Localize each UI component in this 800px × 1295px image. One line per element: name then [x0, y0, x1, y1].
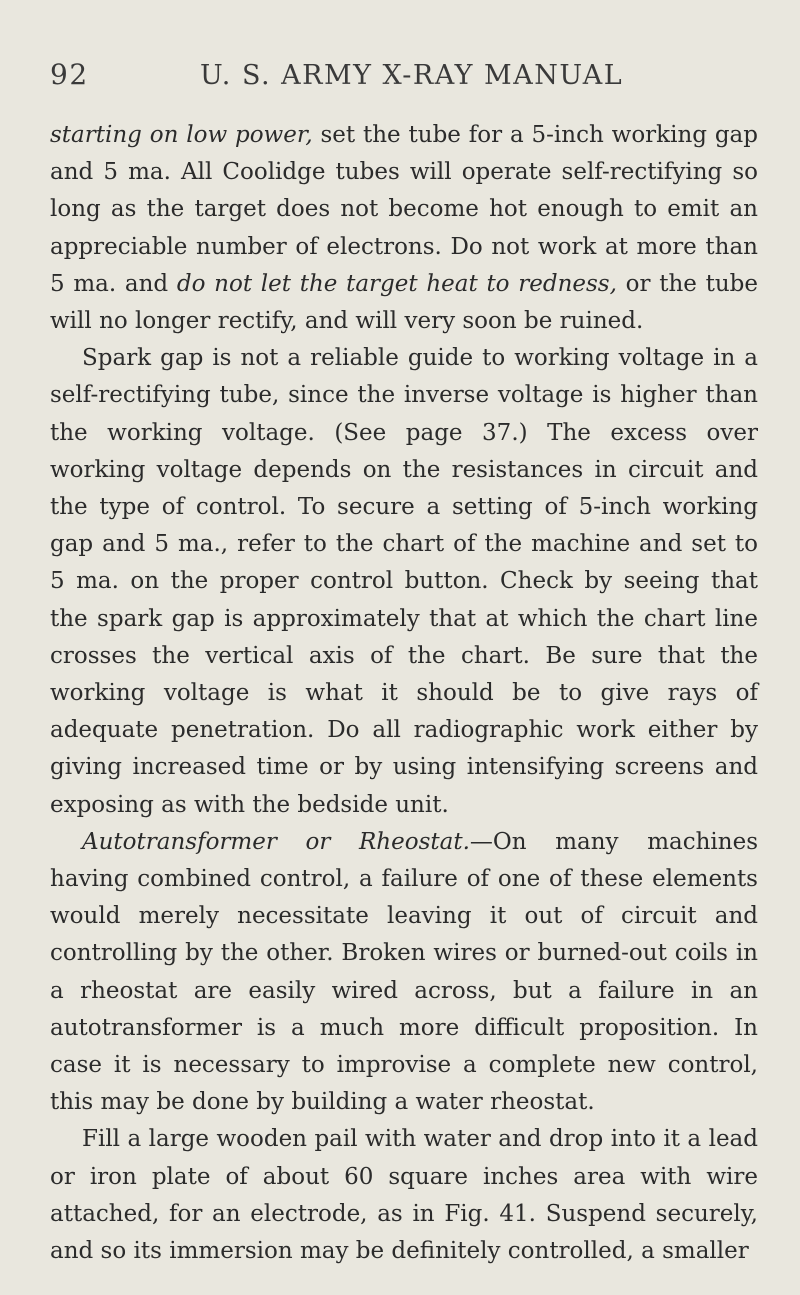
- paragraph: [50, 1121, 758, 1270]
- body-text: [50, 117, 758, 1270]
- paragraph: [50, 340, 758, 824]
- paragraph: [50, 117, 758, 340]
- text-segment-italic: do not let the target heat to redness,: [176, 270, 617, 297]
- running-title: U. S. ARMY X-RAY MANUAL: [200, 60, 624, 91]
- paragraph: [50, 824, 758, 1122]
- text-segment-italic: starting on low power,: [50, 122, 313, 148]
- text-segment: —On many machines having combined control, a failure of one of these elements would merely necessitate leaving it out of circuit and controlling by the other. Broken wires or burned-out coils in a rheostat are easily wired across, but a failure in an autotransformer is a much more difficult proposition. In case it is necessary to improvise a complete new control, this may be done by building a water rheostat.: [50, 828, 759, 1116]
- text-segment-italic: Autotransformer or Rheostat.: [82, 828, 470, 855]
- page-number: 92: [50, 58, 89, 91]
- text-segment: set the tube for a 5-inch working gap and 5 ma. All Coolidge tubes will operate self-rectifying so long as the target does not become hot enough to emit an appreciable number of electrons. Do not work at more than 5 ma. and: [50, 122, 758, 297]
- text-segment: Spark gap is not a reliable guide to working voltage in a self-rectifying tube, since the inverse voltage is higher than the working voltage. (See page 37.) The excess over working voltage depends on the resistances in circuit and the type of control. To secure a setting of 5-inch working gap and 5 ma., refer to the chart of the machine and set to 5 ma. on the proper control button. Check by seeing that the spark gap is approximately that at which the chart line crosses the vertical axis of the chart. Be sure that the working voltage is what it should be to give rays of adequate penetration. Do all radiographic work either by giving increased time or by using intensifying screens and exposing as with the bedside unit.: [50, 345, 758, 818]
- page-header: [50, 58, 758, 91]
- text-segment: Fill a large wooden pail with water and drop into it a lead or iron plate of about 60 square inches area with wire attached, for an electrode, as in Fig. 41. Suspend securely, and so its immersion may be definitely controlled, a smaller: [50, 1126, 758, 1265]
- text-segment: or the tube will no longer rectify, and will very soon be ruined.: [50, 270, 758, 335]
